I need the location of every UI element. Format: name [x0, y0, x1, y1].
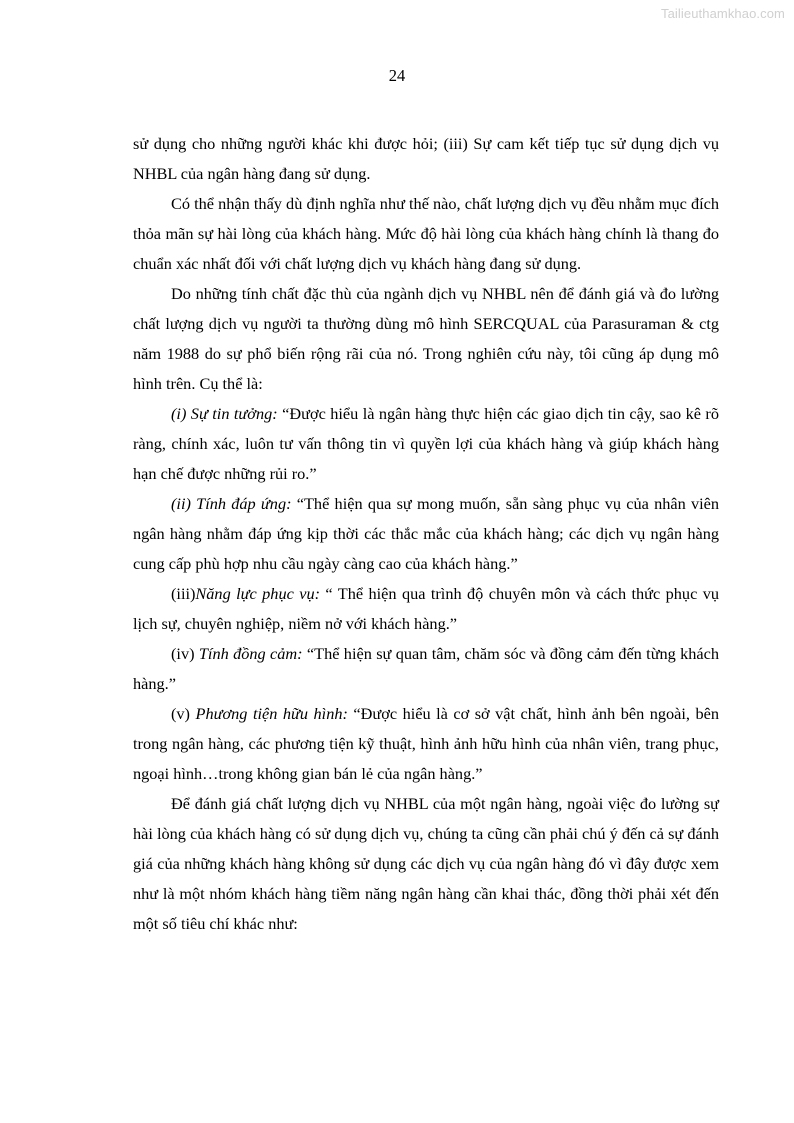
criterion-label: Phương tiện hữu hình:: [195, 704, 348, 723]
criterion-prefix: (iv): [171, 644, 199, 663]
paragraph-criterion-reliability: [133, 399, 719, 489]
document-body: [133, 129, 719, 939]
paragraph-criterion-assurance: [133, 579, 719, 639]
page-number: 24: [388, 66, 406, 85]
watermark: Tailieuthamkhao.com: [660, 6, 785, 21]
paragraph-servqual-model: Do những tính chất đặc thù của ngành dịch vụ NHBL nên để đánh giá và đo lường chất lượng dịch vụ người ta thường dùng mô hình SERCQUAL của Parasuraman & ctg năm 1988 do sự phổ biến rộng rãi của nó. Trong nghiên cứu này, tôi cũng áp dụng mô hình trên. Cụ thể là:: [133, 284, 719, 393]
criterion-description: “Được hiểu là ngân hàng thực hiện các giao dịch tin cậy, sao kê rõ ràng, chính xác, luôn tư vấn thông tin vì quyền lợi của khách hàng và giúp khách hàng hạn chế được những rủi ro.”: [133, 404, 719, 483]
criterion-description: “ Thể hiện qua trình độ chuyên môn và cách thức phục vụ lịch sự, chuyên nghiệp, niềm nở với khách hàng.”: [133, 584, 719, 633]
criterion-label: (ii) Tính đáp ứng:: [171, 494, 292, 513]
criterion-label: (i) Sự tin tưởng:: [171, 404, 278, 423]
criterion-label: Tính đồng cảm:: [198, 644, 303, 663]
criterion-description: “Thể hiện qua sự mong muốn, sẵn sàng phục vụ của nhân viên ngân hàng nhằm đáp ứng kịp thời các thắc mắc của khách hàng; các dịch vụ ngân hàng cung cấp phù hợp nhu cầu ngày càng cao của khách hàng.”: [133, 494, 719, 573]
criterion-description: “Thể hiện sự quan tâm, chăm sóc và đồng cảm đến từng khách hàng.”: [133, 644, 720, 693]
paragraph-criterion-responsiveness: [133, 489, 719, 579]
paragraph-continuation: sử dụng cho những người khác khi được hỏi; (iii) Sự cam kết tiếp tục sử dụng dịch vụ NHBL của ngân hàng đang sử dụng.: [133, 134, 719, 183]
paragraph-criterion-tangibles: [133, 699, 719, 789]
paragraph-evaluation-other-criteria: Để đánh giá chất lượng dịch vụ NHBL của một ngân hàng, ngoài việc đo lường sự hài lòng của khách hàng có sử dụng dịch vụ, chúng ta cũng cần phải chú ý đến cả sự đánh giá của những khách hàng không sử dụng các dịch vụ của ngân hàng đó vì đây được xem như là một nhóm khách hàng tiềm năng ngân hàng cần khai thác, đồng thời phải xét đến một số tiêu chí khác như:: [133, 794, 719, 933]
paragraph-service-quality-satisfaction: Có thể nhận thấy dù định nghĩa như thế nào, chất lượng dịch vụ đều nhằm mục đích thỏa mãn sự hài lòng của khách hàng. Mức độ hài lòng của khách hàng chính là thang đo chuẩn xác nhất đối với chất lượng dịch vụ khách hàng đang sử dụng.: [133, 194, 719, 273]
criterion-description: “Được hiểu là cơ sở vật chất, hình ảnh bên ngoài, bên trong ngân hàng, các phương tiện kỹ thuật, hình ảnh hữu hình của nhân viên, trang phục, ngoại hình…trong không gian bán lẻ của ngân hàng.”: [133, 704, 719, 783]
criterion-prefix: (v): [171, 704, 196, 723]
paragraph-criterion-empathy: [133, 639, 719, 699]
criterion-prefix: (iii): [171, 584, 196, 603]
criterion-label: Năng lực phục vụ:: [195, 584, 321, 603]
